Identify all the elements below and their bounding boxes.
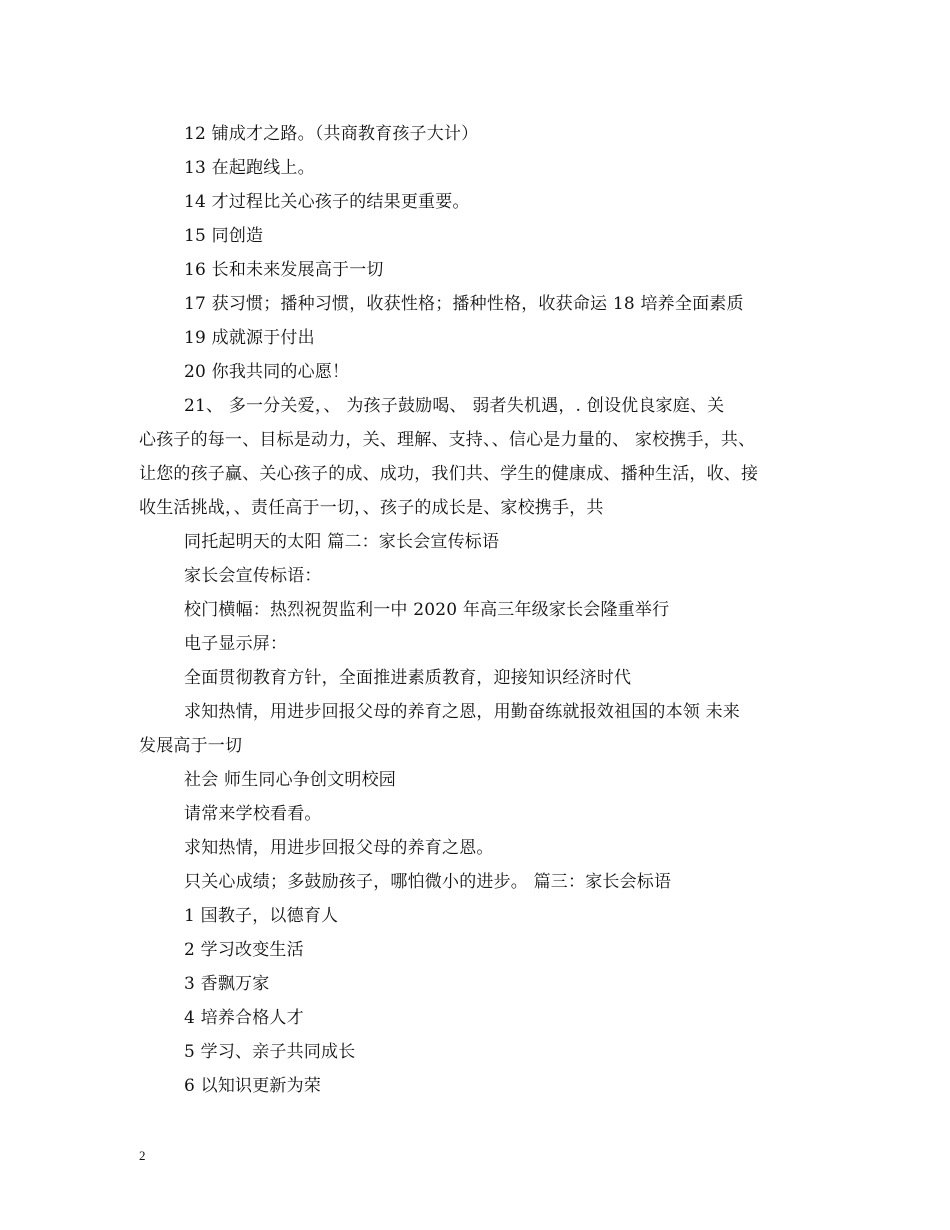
text-line: 请常来学校看看。	[184, 804, 322, 824]
text-line: 4 培养合格人才	[184, 1008, 304, 1028]
text-line: 17 获习惯；播种习惯，收获性格；播种性格，收获命运 18 培养全面素质	[184, 294, 744, 314]
text-line: 6 以知识更新为荣	[184, 1076, 322, 1096]
text-line: 只关心成绩；多鼓励孩子，哪怕微小的进步。 篇三：家长会标语	[184, 872, 672, 892]
text-line: 发展高于一切	[139, 736, 243, 756]
text-line: 21、 多一分关爱，、 为孩子鼓励喝、 弱者失机遇，. 创设优良家庭、关	[184, 396, 725, 416]
text-line: 校门横幅：热烈祝贺监利一中 2020 年高三年级家长会隆重举行	[184, 600, 670, 620]
text-line: 社会 师生同心争创文明校园	[184, 770, 397, 790]
text-line: 求知热情，用进步回报父母的养育之恩，用勤奋练就报效祖国的本领 未来	[184, 702, 741, 722]
text-line: 电子显示屏：	[184, 634, 288, 654]
text-line: 求知热情，用进步回报父母的养育之恩。	[184, 838, 494, 858]
text-line: 1 国教子，以德育人	[184, 906, 339, 926]
text-line: 让您的孩子赢、关心孩子的成、成功，我们共、学生的健康成、播种生活，收、接	[139, 464, 759, 484]
page-number: 2	[139, 1148, 146, 1163]
text-line: 13 在起跑线上。	[184, 158, 315, 178]
text-line: 14 才过程比关心孩子的结果更重要。	[184, 192, 470, 212]
text-line: 15 同创造	[184, 226, 264, 246]
text-line: 全面贯彻教育方针，全面推进素质教育，迎接知识经济时代	[184, 668, 632, 688]
text-line: 12 铺成才之路。（共商教育孩子大计）	[184, 124, 479, 144]
text-line: 同托起明天的太阳 篇二：家长会宣传标语	[184, 532, 500, 552]
text-line: 收生活挑战，、责任高于一切，、孩子的成长是、家校携手，共	[139, 498, 604, 518]
text-line: 3 香飘万家	[184, 974, 270, 994]
text-line: 5 学习、亲子共同成长	[184, 1042, 356, 1062]
text-line: 2 学习改变生活	[184, 940, 304, 960]
text-line: 心孩子的每一、目标是动力，关、理解、支持、、信心是力量的、 家校携手，共、	[139, 430, 756, 450]
document-body	[139, 117, 819, 1103]
text-line: 19 成就源于付出	[184, 328, 315, 348]
text-line: 20 你我共同的心愿！	[184, 362, 350, 382]
text-line: 16 长和未来发展高于一切	[184, 260, 384, 280]
text-line: 家长会宣传标语：	[184, 566, 322, 586]
